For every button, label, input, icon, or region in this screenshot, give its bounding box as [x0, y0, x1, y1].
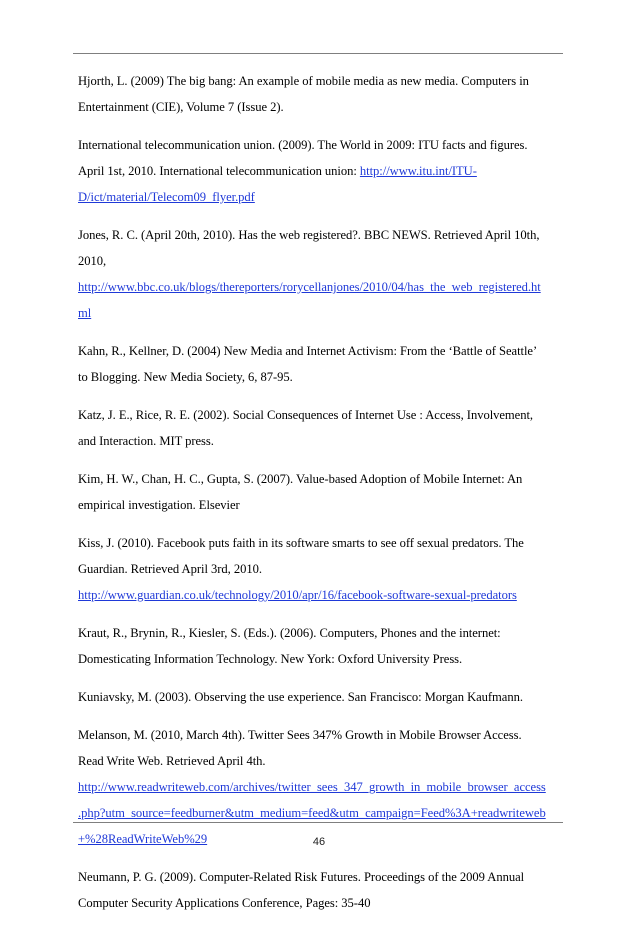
reference-text-fragment: April 1st, 2010. International telecommunication union: [78, 164, 360, 178]
reference-text-line: International telecommunication union. (2009). The World in 2009: ITU facts and figures. [78, 138, 528, 152]
page-number: 46 [312, 836, 326, 848]
reference-entry-kiss [78, 530, 563, 608]
footer-rule [73, 822, 563, 823]
reference-text-line: Kraut, R., Brynin, R., Kiesler, S. (Eds.). (2006). Computers, Phones and the internet: [78, 626, 501, 640]
reference-text-line: to Blogging. New Media Society, 6, 87-95. [78, 370, 293, 384]
reference-entry-itu [78, 132, 563, 210]
reference-link-line [78, 774, 563, 800]
reference-text-line: 2010, [78, 254, 107, 268]
reference-text-line: empirical investigation. Elsevier [78, 498, 240, 512]
reference-text-line: Kiss, J. (2010). Facebook puts faith in its software smarts to see off sexual predators. The [78, 536, 524, 550]
reference-entry-kahn [78, 338, 563, 390]
header-rule [73, 53, 563, 54]
reference-entry-neumann [78, 864, 563, 916]
reference-text-line: and Interaction. MIT press. [78, 434, 214, 448]
reference-link[interactable]: D/ict/material/Telecom09_flyer.pdf [78, 190, 255, 204]
reference-link-line [78, 582, 563, 608]
reference-text-line-with-link [78, 158, 563, 184]
reference-entry-hjorth [78, 68, 563, 120]
reference-entry-kim [78, 466, 563, 518]
reference-entry-melanson [78, 722, 563, 852]
reference-text-line: Guardian. Retrieved April 3rd, 2010. [78, 562, 262, 576]
reference-link-line [78, 274, 563, 300]
reference-link[interactable]: .php?utm_source=feedburner&utm_medium=feed&utm_campaign=Feed%3A+readwriteweb [78, 806, 546, 820]
reference-text-line: Katz, J. E., Rice, R. E. (2002). Social Consequences of Internet Use : Access, Involvement, [78, 408, 534, 422]
reference-text-line: Computer Security Applications Conference, Pages: 35-40 [78, 896, 371, 910]
reference-text-line: Kim, H. W., Chan, H. C., Gupta, S. (2007). Value-based Adoption of Mobile Internet: An [78, 472, 523, 486]
reference-text-line: Hjorth, L. (2009) The big bang: An example of mobile media as new media. Computers in [78, 74, 529, 88]
reference-link[interactable]: http://www.readwriteweb.com/archives/twitter_sees_347_growth_in_mobile_browser_access [78, 780, 546, 794]
reference-entry-katz [78, 402, 563, 454]
reference-text-line: Entertainment (CIE), Volume 7 (Issue 2). [78, 100, 284, 114]
reference-text-line: Read Write Web. Retrieved April 4th. [78, 754, 266, 768]
reference-link-line [78, 300, 563, 326]
reference-entry-kuniavsky [78, 684, 563, 710]
reference-text-line: Jones, R. C. (April 20th, 2010). Has the web registered?. BBC NEWS. Retrieved April 10th, [78, 228, 540, 242]
reference-link[interactable]: http://www.bbc.co.uk/blogs/thereporters/rorycellanjones/2010/04/has_the_web_registered.ht [78, 280, 541, 294]
reference-text-line: Melanson, M. (2010, March 4th). Twitter Sees 347% Growth in Mobile Browser Access. [78, 728, 522, 742]
reference-entry-jones [78, 222, 563, 326]
reference-text-line: Kahn, R., Kellner, D. (2004) New Media and Internet Activism: From the ‘Battle of Seattle’ [78, 344, 538, 358]
reference-link[interactable]: +%28ReadWriteWeb%29 [78, 832, 208, 846]
reference-text-line: Neumann, P. G. (2009). Computer-Related Risk Futures. Proceedings of the 2009 Annual [78, 870, 525, 884]
reference-text-line: Kuniavsky, M. (2003). Observing the use experience. San Francisco: Morgan Kaufmann. [78, 690, 523, 704]
reference-link[interactable]: http://www.guardian.co.uk/technology/2010/apr/16/facebook-software-sexual-predators [78, 588, 517, 602]
reference-entry-kraut [78, 620, 563, 672]
reference-link[interactable]: http://www.itu.int/ITU- [359, 164, 477, 178]
reference-link-line [78, 184, 563, 210]
reference-list [78, 68, 563, 928]
reference-link[interactable]: ml [78, 306, 92, 320]
reference-text-line: Domesticating Information Technology. New York: Oxford University Press. [78, 652, 463, 666]
